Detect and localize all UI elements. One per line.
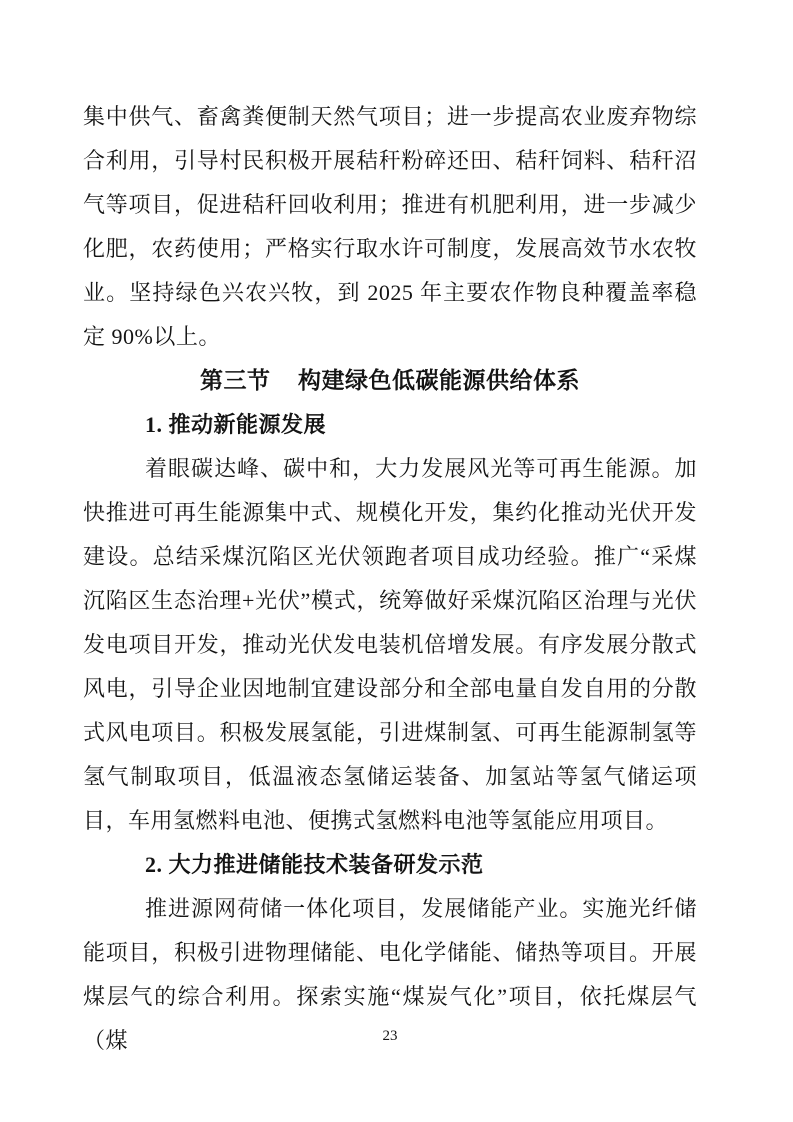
section-heading (83, 359, 697, 403)
subheading-new-energy: 1. 推动新能源发展 (145, 412, 327, 437)
paragraph-new-energy: 着眼碳达峰、碳中和，大力发展风光等可再生能源。加快推进可再生能源集中式、规模化开发，集约化推动光伏开发建设。总结采煤沉陷区光伏领跑者项目成功经验。推广“采煤沉陷区生态治理+光伏”模式，统筹做好采煤沉陷区治理与光伏发电项目开发，推动光伏发电装机倍增发展。有序发展分散式风电，引导企业因地制宜建设部分和全部电量自发自用的分散式风电项目。积极发展氢能，引进煤制氢、可再生能源制氢等氢气制取项目，低温液态氢储运装备、加氢站等氢气储运项目，车用氢燃料电池、便携式氢燃料电池等氢能应用项目。 (83, 456, 697, 833)
subheading-energy-storage: 2. 大力推进储能技术装备研发示范 (145, 852, 484, 877)
page-number: 23 (382, 1028, 398, 1044)
paragraph-agriculture-continuation: 集中供气、畜禽粪便制天然气项目；进一步提高农业废弃物综合利用，引导村民积极开展秸秆粉碎还田、秸秆饲料、秸秆沼气等项目，促进秸秆回收利用；推进有机肥利用，进一步减少化肥，农药使用；严格实行取水许可制度，发展高效节水农牧业。坚持绿色兴农兴牧，到 2025 年主要农作物良种覆盖率稳定 90%以上。 (83, 104, 697, 349)
section-title: 构建绿色低碳能源供给体系 (298, 368, 581, 393)
paragraph-energy-storage: 推进源网荷储一体化项目，发展储能产业。实施光纤储能项目，积极引进物理储能、电化学储能、储热等项目。开展煤层气的综合利用。探索实施“煤炭气化”项目，依托煤层气（煤 (83, 896, 697, 1053)
section-number: 第三节 (199, 368, 271, 393)
